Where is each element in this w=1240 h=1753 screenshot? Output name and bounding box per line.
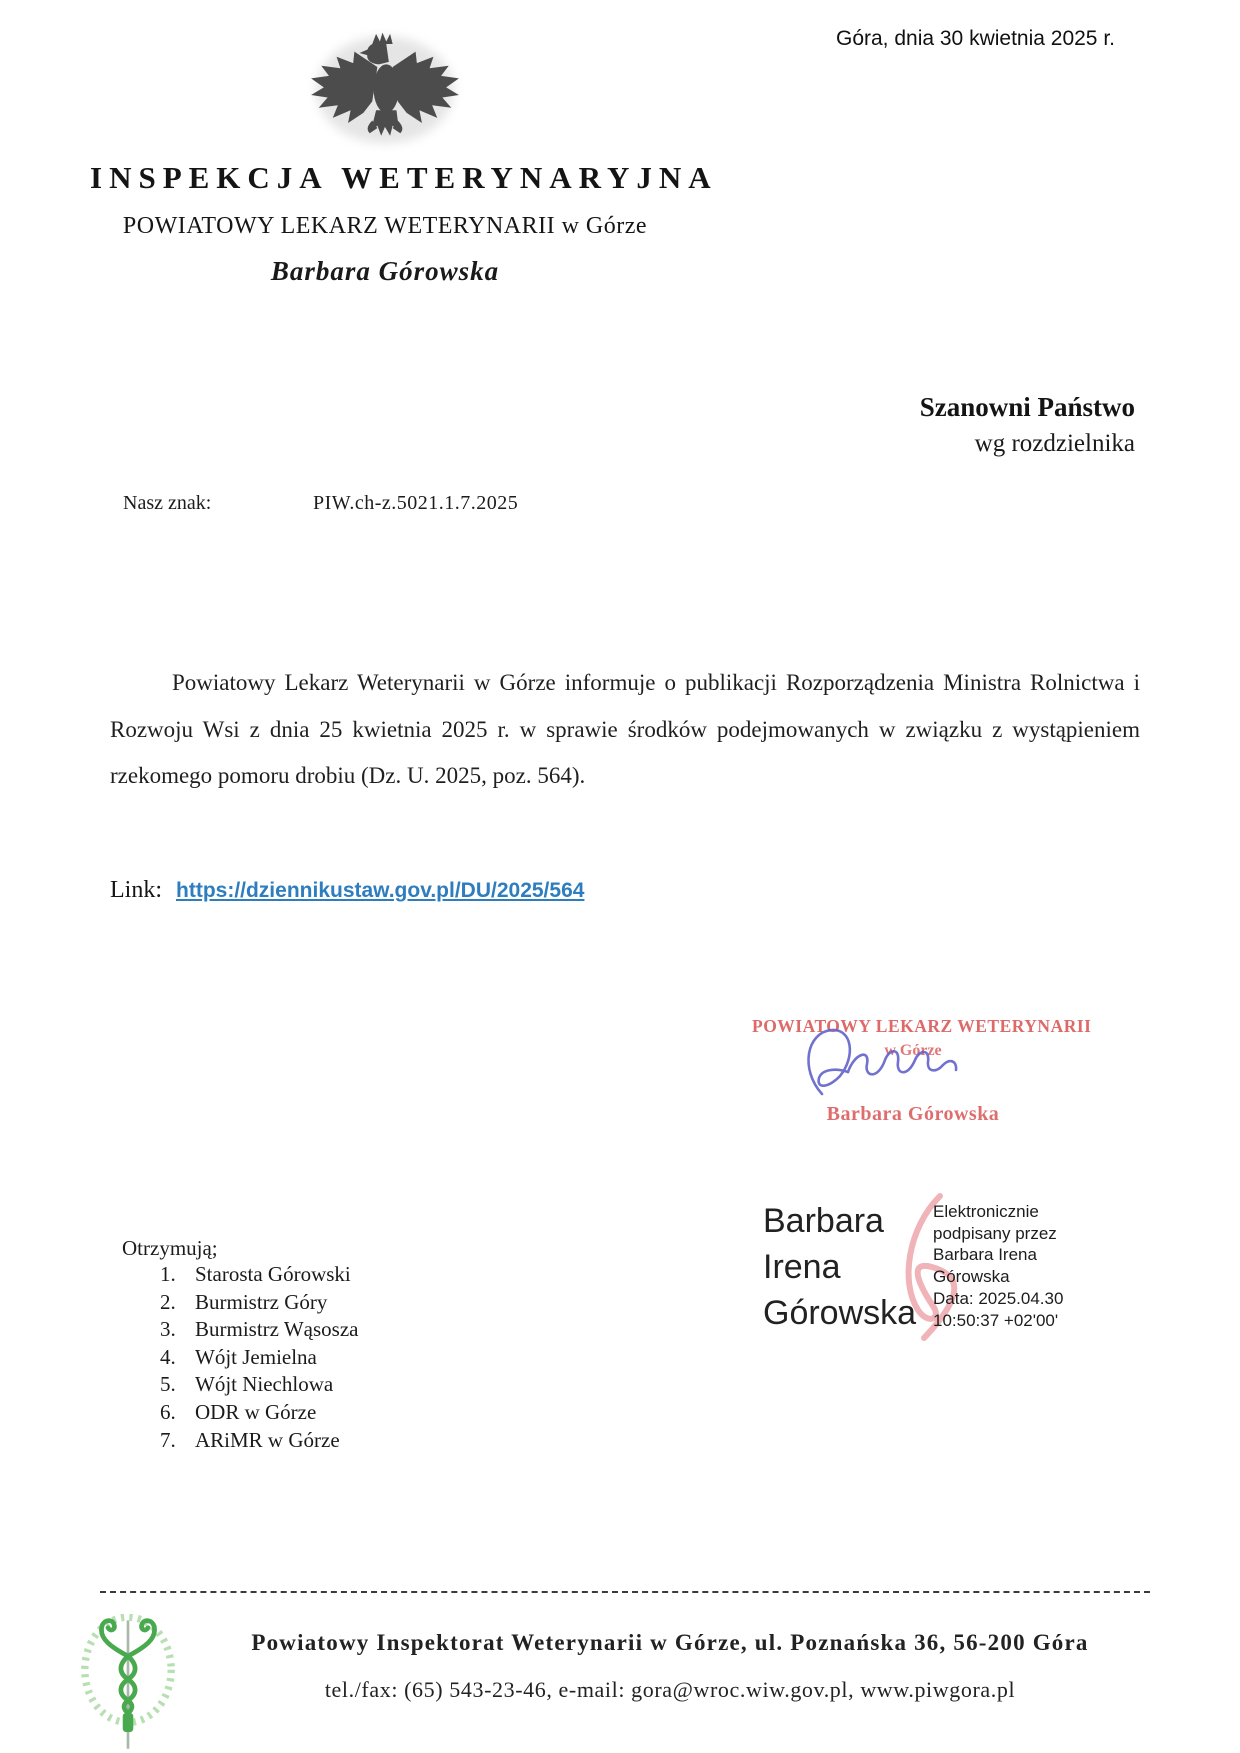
recipient-item: 2. Burmistrz Góry [181,1289,449,1317]
addressee-block [700,392,1135,458]
recipient-item: 6. ODR w Górze [181,1399,449,1427]
esignature-name-line: Irena [763,1248,841,1286]
reference-number: PIW.ch-z.5021.1.7.2025 [313,492,519,514]
reference-label: Nasz znak: [123,492,212,514]
stamp-name: Barbara Górowska [826,1103,1000,1125]
letterhead [90,160,718,287]
salutation: Szanowni Państwo [919,392,1135,422]
recipient-item: 4. Wójt Jemielna [181,1344,449,1372]
footer-address: Powiatowy Inspektorat Weterynarii w Górze, ul. Poznańska 36, 56-200 Góra [251,1630,1089,1655]
statute-link[interactable]: https://dziennikustaw.gov.pl/DU/2025/564 [176,879,585,902]
recipient-item: 7. ARiMR w Górze [181,1427,449,1455]
footer-divider [100,1591,1150,1593]
stamp-line2: w Górze [884,1042,942,1059]
esignature-name [763,1198,943,1336]
institution-title: INSPEKCJA WETERYNARYJNA [90,160,718,195]
handwritten-signature [792,1022,997,1110]
esignature-detail-line: Elektronicznie [933,1202,1039,1221]
recipient-item: 5. Wójt Niechlowa [181,1371,449,1399]
body-paragraph: Powiatowy Lekarz Weterynarii w Górze informuje o publikacji Rozporządzenia Ministra Rolnictwa i Rozwoju Wsi z dnia 25 kwietnia 2025 r. w sprawie środków podejmowanych w związku z wystąpieniem rzekomego pomoru drobiu (Dz. U. 2025, poz. 564). [110,670,1140,788]
esignature-details [933,1201,1123,1331]
office-title: POWIATOWY LEKARZ WETERYNARII w Górze [122,213,648,239]
polish-eagle-emblem [306,26,464,164]
veterinary-caduceus-logo [76,1614,180,1753]
esignature-name-line: Górowska [763,1294,917,1332]
officer-name: Barbara Górowska [270,256,500,286]
footer-contact: tel./fax: (65) 543-23-46, e-mail: gora@wroc.wiw.gov.pl, www.piwgora.pl [324,1677,1016,1702]
recipients-heading: Otrzymują; [122,1236,218,1260]
distribution-note: wg rozdzielnika [974,430,1135,457]
recipients-list [119,1261,449,1454]
esignature-detail-line: Górowska [933,1267,1010,1287]
esignature-detail-line: Data: 2025.04.30 [933,1288,1064,1308]
esignature-detail-line: 10:50:37 +02'00' [933,1310,1059,1330]
recipient-item: 3. Burmistrz Wąsosza [181,1316,449,1344]
stamp-line1: POWIATOWY LEKARZ WETERYNARII [752,1016,1092,1036]
footer-block [190,1630,1150,1703]
esignature-detail-line: podpisany przez [933,1223,1057,1243]
esignature-detail-line: Barbara Irena [933,1245,1037,1265]
recipient-item: 1. Starosta Górowski [181,1261,449,1289]
link-row [110,877,584,904]
link-label: Link: [110,877,162,903]
date-line: Góra, dnia 30 kwietnia 2025 r. [835,27,1115,50]
esignature-name-line: Barbara [763,1202,884,1240]
